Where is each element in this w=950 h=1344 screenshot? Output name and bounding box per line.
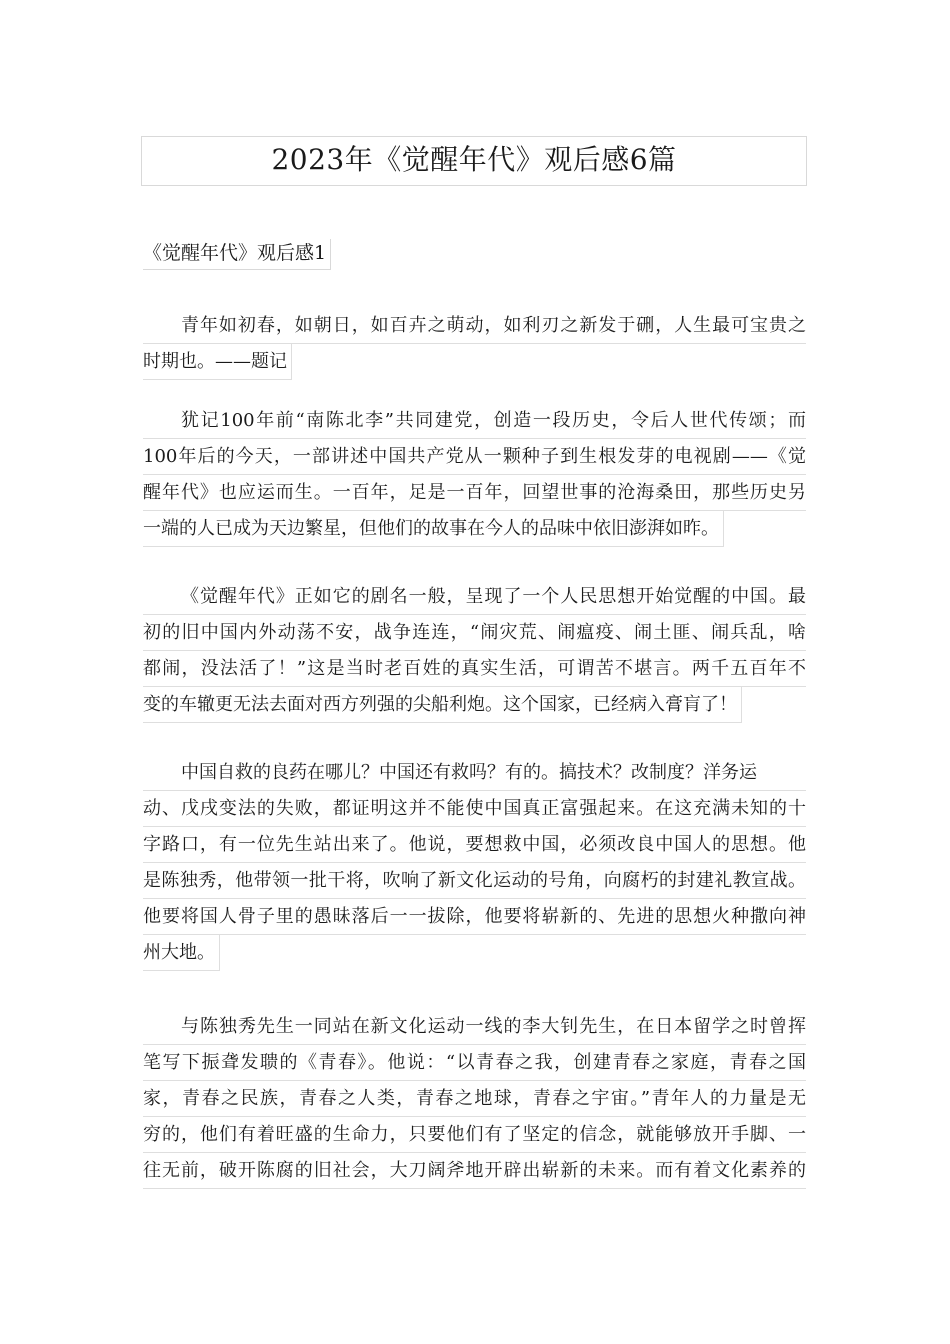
paragraph-line: 笔写下振聋发聩的《青春》。他说：“以青春之我，创建青春之家庭，青春之国: [143, 1045, 806, 1081]
section-heading: 《觉醒年代》观后感1: [143, 239, 331, 270]
paragraph-line: 中国自救的良药在哪儿？中国还有救吗？有的。搞技术？改制度？洋务运: [143, 755, 806, 791]
paragraph-line: 是陈独秀，他带领一批干将，吹响了新文化运动的号角，向腐朽的封建礼教宣战。: [143, 863, 806, 899]
document-title: 2023年《觉醒年代》观后感6篇: [141, 136, 807, 186]
paragraph-line: 《觉醒年代》正如它的剧名一般，呈现了一个人民思想开始觉醒的中国。最: [143, 579, 806, 615]
paragraph-line: 字路口，有一位先生站出来了。他说，要想救中国，必须改良中国人的思想。他: [143, 827, 806, 863]
paragraph-3: [143, 579, 806, 727]
paragraph-line: 动、戊戌变法的失败，都证明这并不能使中国真正富强起来。在这充满未知的十: [143, 791, 806, 827]
paragraph-line: 青年如初春，如朝日，如百卉之萌动，如利刃之新发于硎，人生最可宝贵之: [143, 308, 806, 344]
paragraph-4: [143, 755, 806, 975]
paragraph-line: 他要将国人骨子里的愚昧落后一一拔除，他要将崭新的、先进的思想火种撒向神: [143, 899, 806, 935]
paragraph-line: 穷的，他们有着旺盛的生命力，只要他们有了坚定的信念，就能够放开手脚、一: [143, 1117, 806, 1153]
paragraph-line: 醒年代》也应运而生。一百年，足是一百年，回望世事的沧海桑田，那些历史另: [143, 475, 806, 511]
paragraph-line: 100年后的今天，一部讲述中国共产党从一颗种子到生根发芽的电视剧——《觉: [143, 439, 806, 475]
paragraph-line: 一端的人已成为天边繁星，但他们的故事在今人的品味中依旧澎湃如昨。: [143, 511, 724, 547]
paragraph-line: 变的车辙更无法去面对西方列强的尖船利炮。这个国家，已经病入膏肓了！: [143, 687, 742, 723]
paragraph-line: 家，青春之民族，青春之人类，青春之地球，青春之宇宙。”青年人的力量是无: [143, 1081, 806, 1117]
paragraph-line: 与陈独秀先生一同站在新文化运动一线的李大钊先生，在日本留学之时曾挥: [143, 1009, 806, 1045]
paragraph-line: 犹记100年前“南陈北李”共同建党，创造一段历史，令后人世代传颂；而: [143, 403, 806, 439]
paragraph-line: 往无前，破开陈腐的旧社会，大刀阔斧地开辟出崭新的未来。而有着文化素养的: [143, 1153, 806, 1189]
paragraph-line: 时期也。——题记: [143, 344, 292, 380]
paragraph-5: [143, 1009, 806, 1189]
paragraph-line: 都闹，没法活了！”这是当时老百姓的真实生活，可谓苦不堪言。两千五百年不: [143, 651, 806, 687]
paragraph-2: [143, 403, 806, 551]
paragraph-line: 州大地。: [143, 935, 220, 971]
paragraph-1: [143, 308, 806, 384]
paragraph-line: 初的旧中国内外动荡不安，战争连连，“闹灾荒、闹瘟疫、闹土匪、闹兵乱，啥: [143, 615, 806, 651]
